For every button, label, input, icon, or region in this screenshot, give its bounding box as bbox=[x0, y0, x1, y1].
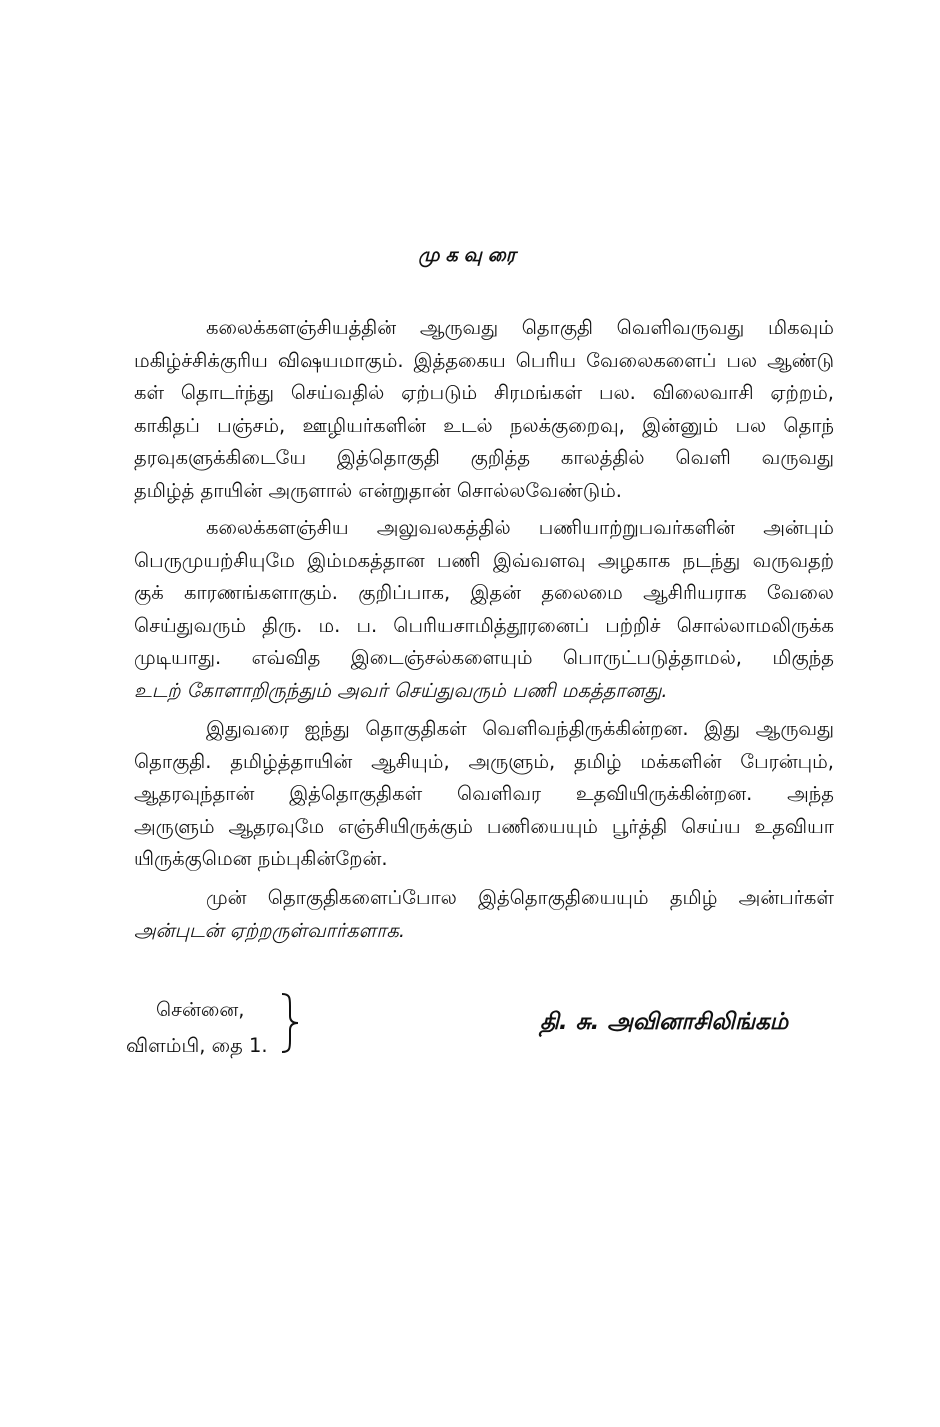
place-text: சென்னை, bbox=[156, 998, 245, 1021]
paragraph-4 bbox=[134, 882, 834, 947]
page-title: முகவுரை bbox=[418, 244, 522, 266]
paragraph-line: யிருக்குமென நம்புகின்றேன். bbox=[134, 847, 388, 870]
place-date-block bbox=[126, 992, 268, 1064]
paragraph-line: முன் தொகுதிகளைப்போல இத்தொகுதியையும் தமிழ் அன்பர்கள் bbox=[206, 886, 834, 909]
paragraph-line: கலைக்களஞ்சியத்தின் ஆருவது தொகுதி வெளிவருவது மிகவும் bbox=[206, 316, 834, 339]
paragraph-line: இதுவரை ஐந்து தொகுதிகள் வெளிவந்திருக்கின்றன. இது ஆருவது bbox=[206, 717, 834, 740]
paragraph-line: உடற் கோளாறிருந்தும் அவர் செய்துவரும் பணி மகத்தானது. bbox=[134, 678, 668, 702]
paragraph-line: தமிழ்த் தாயின் அருளால் என்றுதான் சொல்லவேண்டும். bbox=[134, 478, 622, 502]
paragraph-line: கள் தொடர்ந்து செய்வதில் ஏற்படும் சிரமங்கள் பல. விலைவாசி ஏற்றம், bbox=[134, 381, 834, 404]
paragraph-line: கலைக்களஞ்சிய அலுவலகத்தில் பணியாற்றுபவர்களின் அன்பும் bbox=[206, 516, 834, 539]
paragraph-line: தொகுதி. தமிழ்த்தாயின் ஆசியும், அருளும், தமிழ் மக்களின் பேரன்பும், bbox=[134, 749, 834, 773]
paragraph-1 bbox=[134, 312, 834, 507]
paragraph-2 bbox=[134, 512, 834, 707]
paragraph-line: காகிதப் பஞ்சம், ஊழியர்களின் உடல் நலக்குறைவு, இன்னும் பல தொந் bbox=[134, 413, 834, 437]
paragraph-line: மகிழ்ச்சிக்குரிய விஷயமாகும். இத்தகைய பெரிய வேலைகளைப் பல ஆண்டு bbox=[134, 348, 834, 372]
paragraph-line: ஆதரவுந்தான் இத்தொகுதிகள் வெளிவர உதவியிருக்கின்றன. அந்த bbox=[134, 782, 834, 805]
paragraph-line: பெருமுயற்சியுமே இம்மகத்தான பணி இவ்வளவு அழகாக நடந்து வருவதற் bbox=[134, 548, 834, 572]
paragraph-line: செய்துவரும் திரு. ம. ப. பெரியசாமித்தூரனைப் பற்றிச் சொல்லாமலிருக்க bbox=[134, 613, 834, 637]
signature-name: தி. சு. அவினாசிலிங்கம் bbox=[540, 1009, 789, 1035]
paragraph-3 bbox=[134, 713, 834, 876]
paragraph-line: அன்புடன் ஏற்றருள்வார்களாக. bbox=[134, 918, 406, 942]
paragraph-line: அருளும் ஆதரவுமே எஞ்சியிருக்கும் பணியையும் பூர்த்தி செய்ய உதவியா bbox=[134, 814, 834, 838]
paragraph-line: முடியாது. எவ்வித இடைஞ்சல்களையும் பொருட்படுத்தாமல், மிகுந்த bbox=[134, 646, 834, 669]
date-text: விளம்பி, தை 1. bbox=[126, 1034, 268, 1057]
paragraph-line: குக் காரணங்களாகும். குறிப்பாக, இதன் தலைமை ஆசிரியராக வேலை bbox=[134, 581, 834, 604]
right-brace-icon bbox=[278, 992, 302, 1054]
paragraph-line: தரவுகளுக்கிடையே இத்தொகுதி குறித்த காலத்தில் வெளி வருவது bbox=[134, 446, 834, 469]
